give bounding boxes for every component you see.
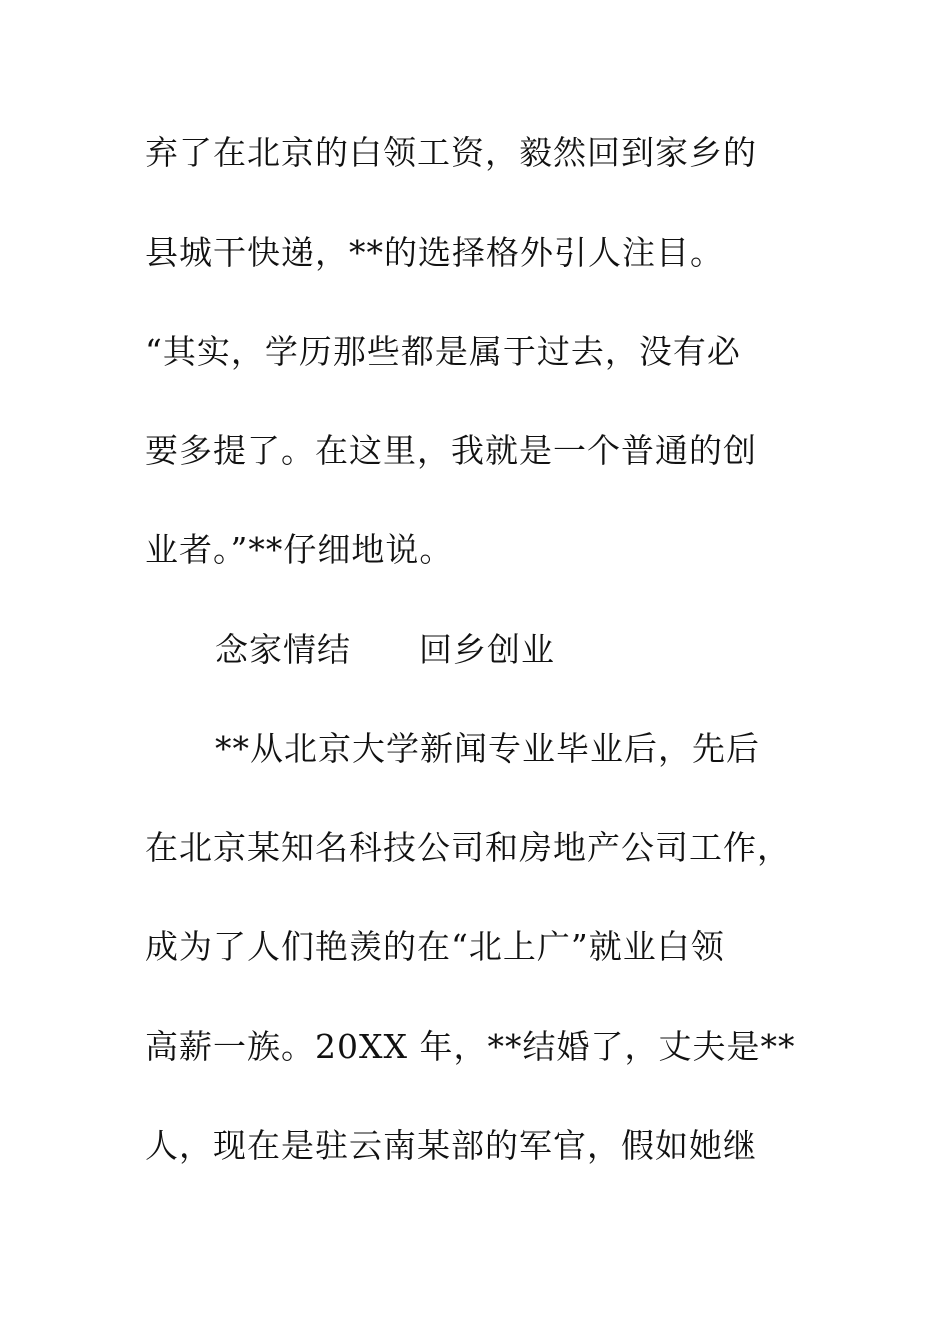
body-line-1: 弃了在北京的白领工资，毅然回到家乡的 [145,133,757,172]
body-line-4: 要多提了。在这里，我就是一个普通的创 [145,431,757,470]
body-line-8: 成为了人们艳羡的在“北上广”就业白领 [145,927,725,966]
body-line-3: “其实，学历那些都是属于过去，没有必 [145,332,741,371]
body-line-10: 人，现在是驻云南某部的军官，假如她继 [145,1126,757,1165]
body-line-6: **从北京大学新闻专业毕业后，先后 [215,729,760,768]
body-line-7: 在北京某知名科技公司和房地产公司工作， [145,828,791,867]
body-line-2: 县城干快递，**的选择格外引人注目。 [145,233,724,272]
body-line-5: 业者。”**仔细地说。 [145,530,454,569]
body-line-9: 高薪一族。20XX 年，**结婚了，丈夫是** [145,1027,796,1066]
section-heading: 念家情结 回乡创业 [215,630,555,669]
